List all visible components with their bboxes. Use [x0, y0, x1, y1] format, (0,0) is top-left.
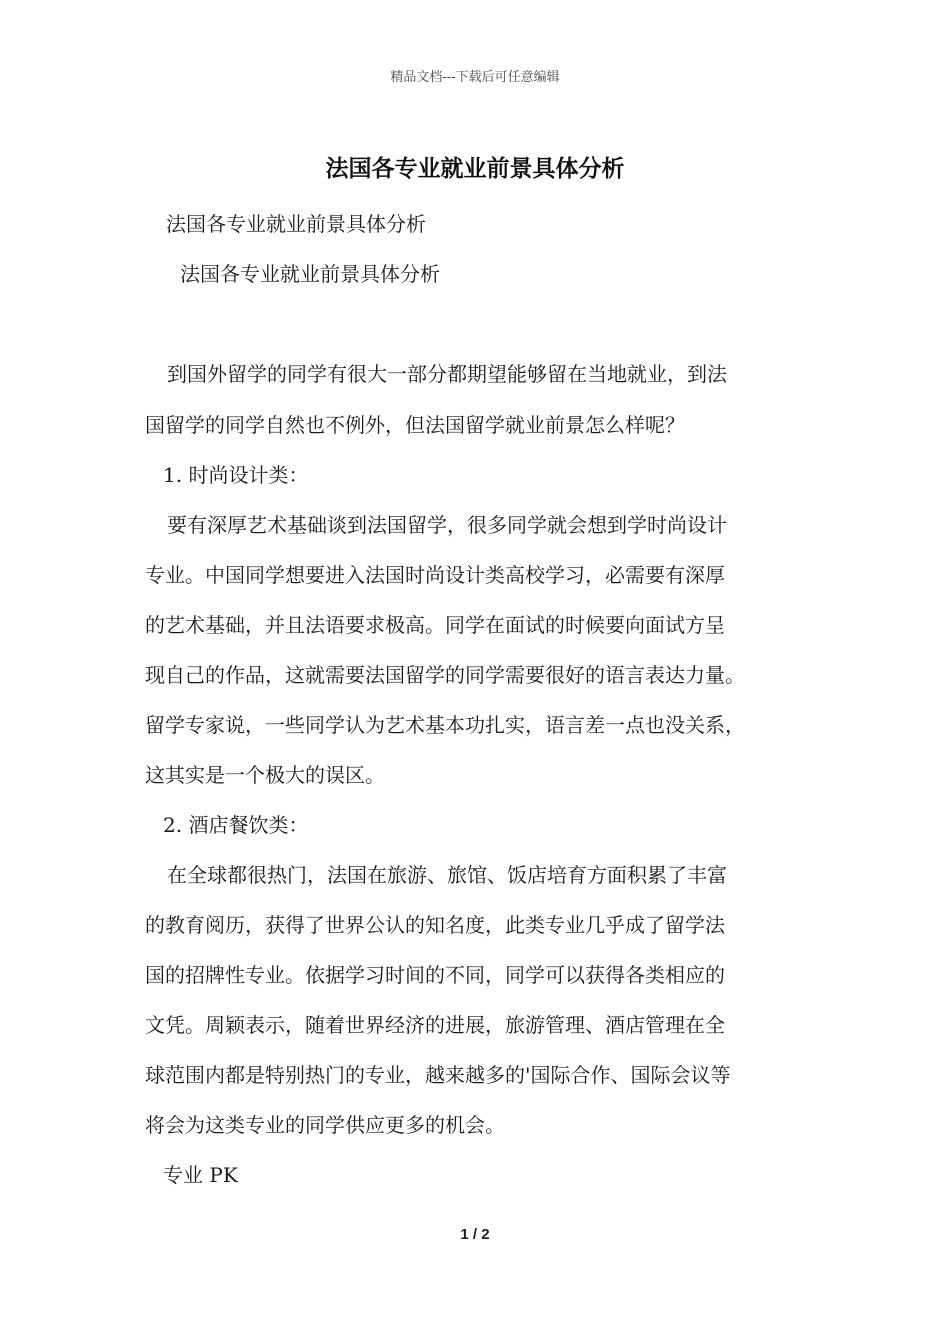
intro-line-2: 国留学的同学自然也不例外，但法国留学就业前景怎么样呢？	[145, 413, 685, 437]
fashion-line-4: 现自己的作品，这就需要法国留学的同学需要很好的语言表达力量。	[145, 663, 745, 687]
section-heading-fashion: 1. 时尚设计类：	[163, 463, 309, 487]
fashion-line-1: 要有深厚艺术基础谈到法国留学，很多同学就会想到学时尚设计	[167, 513, 727, 537]
section-heading-hotel: 2. 酒店餐饮类：	[163, 813, 309, 837]
hotel-line-5: 球范围内都是特别热门的专业，越来越多的'国际合作、国际会议等	[145, 1063, 731, 1087]
hotel-line-1: 在全球都很热门，法国在旅游、旅馆、饭店培育方面积累了丰富	[167, 863, 727, 887]
page-title: 法国各专业就业前景具体分析	[325, 155, 625, 182]
hotel-line-2: 的教育阅历，获得了世界公认的知名度，此类专业几乎成了留学法	[145, 913, 725, 937]
section-heading-major-pk: 专业 PK	[163, 1163, 238, 1187]
page-number: 1 / 2	[460, 1226, 490, 1243]
hotel-line-3: 国的招牌性专业。依据学习时间的不同，同学可以获得各类相应的	[145, 963, 725, 987]
fashion-line-3: 的艺术基础，并且法语要求极高。同学在面试的时候要向面试方呈	[145, 613, 725, 637]
fashion-line-2: 专业。中国同学想要进入法国时尚设计类高校学习，必需要有深厚	[145, 563, 725, 587]
fashion-line-6: 这其实是一个极大的误区。	[145, 763, 385, 787]
subtitle-1: 法国各专业就业前景具体分析	[166, 212, 426, 236]
subtitle-2: 法国各专业就业前景具体分析	[180, 262, 440, 286]
hotel-line-6: 将会为这类专业的同学供应更多的机会。	[145, 1113, 505, 1137]
fashion-line-5: 留学专家说，一些同学认为艺术基本功扎实，语言差一点也没关系，	[145, 713, 745, 737]
intro-line-1: 到国外留学的同学有很大一部分都期望能够留在当地就业，到法	[167, 362, 727, 386]
hotel-line-4: 文凭。周颖表示，随着世界经济的进展，旅游管理、酒店管理在全	[145, 1013, 725, 1037]
header-note: 精品文档---下载后可任意编辑	[390, 70, 560, 85]
